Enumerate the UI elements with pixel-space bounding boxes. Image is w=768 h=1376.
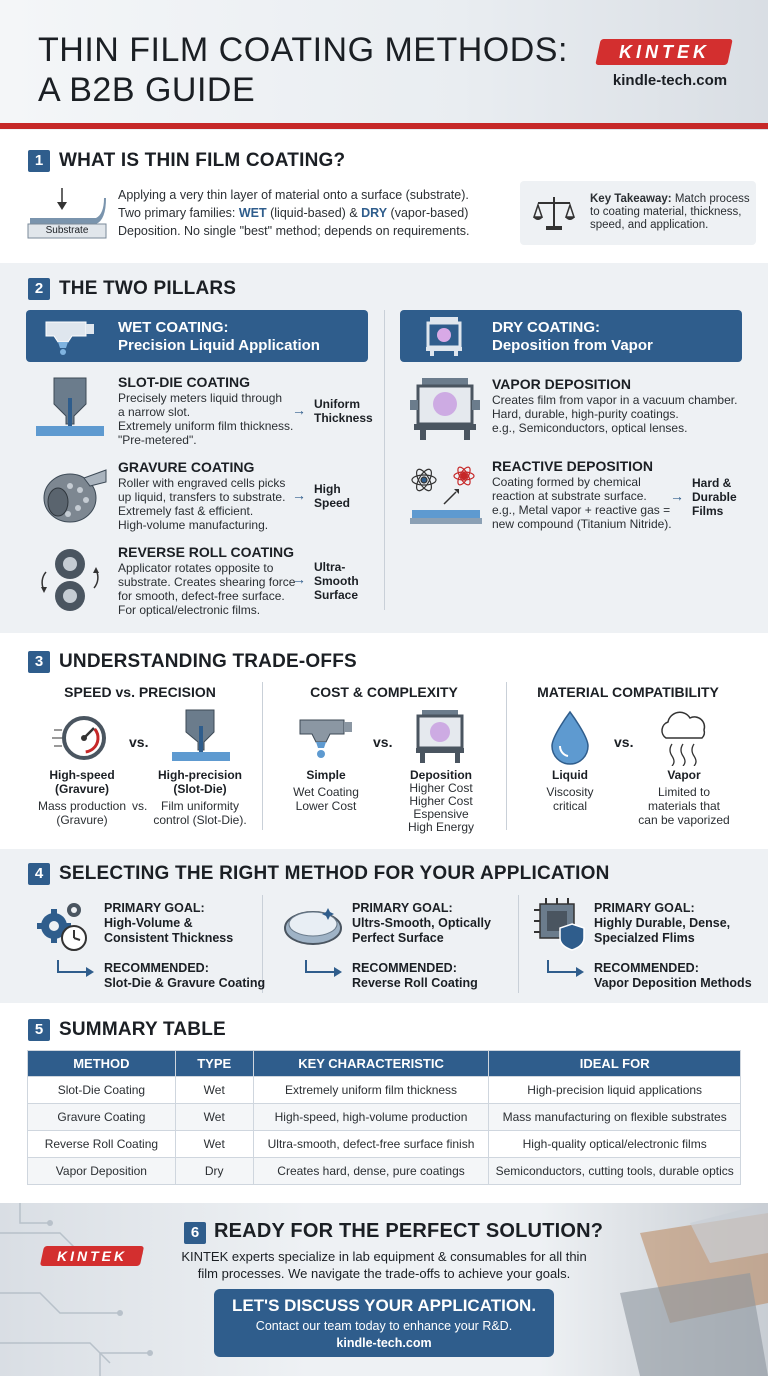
- slot-die-small-icon: [170, 708, 232, 764]
- speed-vs-label: vs.: [129, 734, 149, 750]
- desc-l2-mid: (liquid-based) &: [266, 206, 362, 220]
- section-6-body-l1: KINTEK experts specialize in lab equipment & consumables for all thin: [181, 1249, 587, 1264]
- vapor-deposition-block: [492, 376, 752, 435]
- gears-clock-icon: [34, 898, 94, 954]
- table-cell: High-speed, high-volume production: [253, 1104, 489, 1131]
- desc-line-1: Applying a very thin layer of material onto a surface (substrate).: [118, 188, 469, 202]
- table-cell: Semiconductors, cutting tools, durable optics: [489, 1158, 741, 1185]
- reverse-roll-l1: Applicator rotates opposite to: [118, 561, 274, 575]
- simple-d2: Lower Cost: [295, 799, 357, 813]
- cta-website-link[interactable]: kindle-tech.com: [336, 1336, 432, 1350]
- section-6-body: [170, 1248, 598, 1282]
- reverse-roll-block: [118, 544, 298, 617]
- material-compatibility-title: MATERIAL COMPATIBILITY: [537, 684, 719, 700]
- mass-production-desc: [34, 799, 130, 827]
- page-title: [38, 30, 568, 110]
- header-divider: [0, 123, 768, 129]
- slot-die-outcome: [314, 397, 373, 425]
- dry-header-text: [492, 319, 653, 355]
- simple-applicator-icon: [296, 714, 356, 764]
- table-cell: Mass manufacturing on flexible substrates: [489, 1104, 741, 1131]
- gravure-desc: [118, 476, 298, 532]
- balance-scale-icon: [532, 193, 576, 233]
- reverse-roll-outcome: [314, 560, 359, 602]
- reactive-l1: Coating formed by chemical: [492, 475, 641, 489]
- high-precision-l2: (Slot-Die): [173, 782, 227, 796]
- gravure-l4: High-volume manufacturing.: [118, 518, 269, 532]
- card-1-return-arrow-icon: [56, 958, 96, 982]
- card-2-goal: [352, 901, 491, 946]
- table-row: [28, 1158, 741, 1185]
- reactive-out3: Films: [692, 504, 724, 518]
- cost-complexity-title: COST & COMPLEXITY: [310, 684, 458, 700]
- table-row: [28, 1077, 741, 1104]
- card-2-rec-label: RECOMMENDED:: [352, 961, 457, 975]
- table-cell: Dry: [175, 1158, 253, 1185]
- reactive-deposition-block: [492, 458, 692, 531]
- reverse-roll-out3: Surface: [314, 588, 359, 602]
- takeaway-line-1: Match process: [671, 193, 750, 205]
- section-3-number: 3: [28, 651, 50, 673]
- vapor-deposition-title: VAPOR DEPOSITION: [492, 376, 631, 392]
- circuit-pattern-decoration: [0, 1203, 190, 1376]
- slot-die-out2: Thickness: [314, 411, 373, 425]
- section-6-number: 6: [184, 1222, 206, 1244]
- gravure-out1: High: [314, 482, 341, 496]
- deposition-d3: Espensive: [413, 807, 469, 821]
- section-2-title: THE TWO PILLARS: [59, 278, 237, 299]
- cta-subtitle: Contact our team today to enhance your R&D.: [255, 1319, 513, 1333]
- card-1-goal-l2: Consistent Thickness: [104, 931, 234, 945]
- reverse-roll-out1: Ultra-: [314, 560, 346, 574]
- tradeoff-divider-1: [262, 682, 263, 830]
- vacuum-chamber-icon: [422, 315, 466, 357]
- section-6-title: READY FOR THE PERFECT SOLUTION?: [214, 1220, 604, 1242]
- section-4-title: SELECTING THE RIGHT METHOD FOR YOUR APPLICATION: [59, 863, 610, 884]
- slot-die-title: SLOT-DIE COATING: [118, 374, 250, 390]
- card-3-goal-l2: Specialzed Flims: [594, 931, 695, 945]
- column-header-type: TYPE: [175, 1051, 253, 1077]
- gravure-title: GRAVURE COATING: [118, 459, 255, 475]
- reactive-out1: Hard &: [692, 476, 732, 490]
- pillars-divider: [384, 310, 385, 610]
- high-speed-l1: High-speed: [49, 768, 115, 782]
- card-2-return-arrow-icon: [304, 958, 344, 982]
- reactive-l2: reaction at substrate surface.: [492, 489, 647, 503]
- deposition-d2: Higher Cost: [409, 794, 473, 808]
- high-speed-l2: (Gravure): [54, 782, 110, 796]
- key-takeaway-box: [520, 181, 756, 245]
- reverse-roll-title: REVERSE ROLL COATING: [118, 544, 295, 560]
- reactive-deposition-icon: [408, 462, 484, 528]
- section-1-description: [118, 186, 469, 240]
- card-1-rec-value: Slot-Die & Gravure Coating: [104, 976, 266, 990]
- section-1-title: WHAT IS THIN FILM COATING?: [59, 150, 346, 171]
- table-row: [28, 1131, 741, 1158]
- mass-prod-l2: (Gravure): [56, 813, 108, 827]
- desc-l2-pre: Two primary families:: [118, 206, 239, 220]
- column-header-key-characteristic: KEY CHARACTERISTIC: [253, 1051, 489, 1077]
- card-3-return-arrow-icon: [546, 958, 586, 982]
- deposition-d4: High Energy: [407, 820, 475, 834]
- slot-die-arrow-icon: →: [292, 402, 306, 418]
- material-vs-label: vs.: [614, 734, 634, 750]
- reactive-l3: e.g., Metal vapor + reactive gas =: [492, 503, 671, 517]
- title-line-2: A B2B GUIDE: [38, 71, 256, 109]
- liquid-label: Liquid: [552, 768, 588, 782]
- simple-d1: Wet Coating: [293, 785, 359, 799]
- chip-shield-icon: [532, 896, 588, 952]
- card-3-recommended: [594, 961, 752, 991]
- liquid-drop-icon: [548, 710, 592, 766]
- slot-die-block: [118, 374, 298, 447]
- reverse-roll-l3: for smooth, defect-free surface.: [118, 589, 285, 603]
- card-1-recommended: [104, 961, 265, 991]
- reverse-roll-arrow-icon: →: [292, 571, 306, 587]
- section-5-number: 5: [28, 1019, 50, 1041]
- dry-coating-header: [400, 310, 742, 362]
- card-1-goal: [104, 901, 233, 946]
- table-cell: High-precision liquid applications: [489, 1077, 741, 1104]
- reactive-deposition-desc: [492, 475, 692, 531]
- kintek-logo[interactable]: [595, 39, 733, 65]
- selection-divider-2: [518, 895, 519, 993]
- card-3-rec-value: Vapor Deposition Methods: [594, 976, 752, 990]
- desc-wet-keyword: WET: [238, 206, 267, 220]
- summary-table: [27, 1050, 741, 1185]
- cost-vs-label: vs.: [373, 734, 393, 750]
- vapor-l2: Hard, durable, high-purity coatings.: [492, 407, 679, 421]
- gravure-outcome: [314, 482, 350, 510]
- table-cell: Slot-Die Coating: [28, 1077, 176, 1104]
- contact-cta-button[interactable]: [214, 1289, 554, 1357]
- reverse-roll-l4: For optical/electronic films.: [118, 603, 261, 617]
- section-3-title: UNDERSTANDING TRADE-OFFS: [59, 651, 357, 672]
- vapor-cloud-icon: [654, 710, 712, 766]
- column-header-ideal-for: IDEAL FOR: [489, 1051, 741, 1077]
- uniformity-l1: Film uniformity: [160, 799, 239, 813]
- card-3-goal-l1: Highly Durable, Dense,: [594, 916, 731, 930]
- deposition-d1: Higher Cost: [409, 781, 473, 795]
- reactive-out2: Durable: [692, 490, 737, 504]
- uniformity-l2: control (Slot-Die).: [153, 813, 247, 827]
- vapor-l3: e.g., Semiconductors, optical lenses.: [492, 421, 688, 435]
- substrate-label: Substrate: [45, 225, 89, 236]
- card-1-goal-label: PRIMARY GOAL:: [104, 901, 205, 915]
- reactive-outcome: [692, 476, 737, 518]
- gravure-l2: up liquid, transfers to substrate.: [118, 490, 286, 504]
- reverse-roll-l2: substrate. Creates shearing force: [118, 575, 296, 589]
- vapor-l1: Creates film from vapor in a vacuum chamber.: [492, 393, 738, 407]
- table-cell: Vapor Deposition: [28, 1158, 176, 1185]
- vapor-d1: Limited to: [657, 785, 711, 799]
- wet-header-text: [118, 319, 320, 355]
- vapor-deposition-chamber-icon: [408, 376, 482, 442]
- mass-prod-l1: Mass production: [37, 799, 127, 813]
- card-3-goal-label: PRIMARY GOAL:: [594, 901, 695, 915]
- reactive-deposition-title: REACTIVE DEPOSITION: [492, 458, 654, 474]
- vapor-d3: can be vaporized: [638, 813, 730, 827]
- card-1-goal-l1: High-Volume &: [104, 916, 193, 930]
- footer-kintek-logo[interactable]: [40, 1246, 144, 1266]
- material-samples-decoration: [600, 1203, 768, 1376]
- vapor-block: [632, 768, 736, 827]
- table-cell: Wet: [175, 1077, 253, 1104]
- takeaway-line-3: speed, and application.: [590, 219, 709, 231]
- section-6-body-l2: film processes. We navigate the trade-offs to achieve your goals.: [197, 1266, 571, 1281]
- title-line-1: THIN FILM COATING METHODS:: [38, 31, 568, 69]
- footer-logo-text: KINTEK: [56, 1248, 128, 1264]
- wet-coating-header: [26, 310, 368, 362]
- wet-title-2: Precision Liquid Application: [118, 337, 320, 354]
- slot-die-l2: a narrow slot.: [118, 405, 191, 419]
- liquid-block: [530, 768, 610, 813]
- card-2-recommended: [352, 961, 478, 991]
- card-2-goal-l2: Perfect Surface: [352, 931, 444, 945]
- takeaway-label: Key Takeaway:: [590, 193, 672, 205]
- table-cell: High-quality optical/electronic films: [489, 1131, 741, 1158]
- speed-precision-title: SPEED vs. PRECISION: [64, 684, 216, 700]
- gravure-arrow-icon: →: [292, 487, 306, 503]
- deposition-label: Deposition: [410, 768, 472, 782]
- simple-block: [286, 768, 366, 813]
- card-2-rec-value: Reverse Roll Coating: [352, 976, 478, 990]
- desc-line-3: Deposition. No single "best" method; depends on requirements.: [118, 224, 470, 238]
- high-precision-label: [150, 768, 250, 796]
- gravure-out2: Speed: [314, 496, 351, 510]
- deposition-chamber-small-icon: [412, 708, 468, 766]
- dry-title-1: DRY COATING:: [492, 319, 601, 336]
- simple-label: Simple: [306, 768, 346, 782]
- table-cell: Creates hard, dense, pure coatings: [253, 1158, 489, 1185]
- uniformity-desc: [150, 799, 250, 827]
- speedometer-icon: [52, 712, 112, 764]
- wet-title-1: WET COATING:: [118, 319, 229, 336]
- section-4-number: 4: [28, 863, 50, 885]
- reactive-arrow-icon: →: [670, 488, 684, 504]
- optical-lens-icon: [282, 902, 344, 948]
- header-website-link[interactable]: kindle-tech.com: [612, 72, 728, 89]
- liquid-d2: critical: [552, 799, 587, 813]
- table-cell: Ultra-smooth, defect-free surface finish: [253, 1131, 489, 1158]
- logo-text: KINTEK: [618, 42, 710, 62]
- vapor-label: Vapor: [667, 768, 701, 782]
- card-3-goal: [594, 901, 730, 946]
- slot-die-l4: "Pre-metered".: [118, 433, 197, 447]
- vapor-deposition-desc: [492, 393, 752, 435]
- table-cell: Extremely uniform film thickness: [253, 1077, 489, 1104]
- section-2-number: 2: [28, 278, 50, 300]
- reverse-roll-out2: Smooth: [314, 574, 359, 588]
- card-2-goal-label: PRIMARY GOAL:: [352, 901, 453, 915]
- slot-die-l1: Precisely meters liquid through: [118, 391, 283, 405]
- slot-die-desc: [118, 391, 298, 447]
- reverse-roll-icon: [34, 546, 106, 616]
- slot-die-icon: [34, 376, 106, 438]
- desc-line-2: [118, 204, 469, 222]
- table-cell: Wet: [175, 1104, 253, 1131]
- gravure-roller-icon: [40, 460, 110, 526]
- takeaway-line-2: to coating material, thickness,: [590, 206, 742, 218]
- vapor-d2: materials that: [647, 799, 721, 813]
- dry-title-2: Deposition from Vapor: [492, 337, 653, 354]
- desc-l2-post: (vapor-based): [387, 206, 469, 220]
- section-1-number: 1: [28, 150, 50, 172]
- reverse-roll-desc: [118, 561, 298, 617]
- desc-dry-keyword: DRY: [361, 206, 388, 220]
- tradeoff-divider-2: [506, 682, 507, 830]
- card-1-rec-label: RECOMMENDED:: [104, 961, 209, 975]
- speed-desc-vs: vs.: [132, 799, 148, 813]
- table-cell: Wet: [175, 1131, 253, 1158]
- column-header-method: METHOD: [28, 1051, 176, 1077]
- section-5-title: SUMMARY TABLE: [59, 1019, 226, 1040]
- table-cell: Gravure Coating: [28, 1104, 176, 1131]
- table-cell: Reverse Roll Coating: [28, 1131, 176, 1158]
- deposition-block: [398, 768, 484, 834]
- reactive-l4: new compound (Titanium Nitride).: [492, 517, 672, 531]
- key-takeaway-text: [590, 193, 750, 232]
- table-header-row: [28, 1051, 741, 1077]
- high-precision-l1: High-precision: [157, 768, 242, 782]
- wet-applicator-icon: [40, 316, 96, 356]
- gravure-block: [118, 459, 298, 532]
- cta-title: LET'S DISCUSS YOUR APPLICATION.: [231, 1296, 537, 1315]
- slot-die-l3: Extremely uniform film thickness.: [118, 419, 294, 433]
- table-row: [28, 1104, 741, 1131]
- high-speed-label: [40, 768, 124, 796]
- slot-die-out1: Uniform: [314, 397, 360, 411]
- gravure-l3: Extremely fast & efficient.: [118, 504, 254, 518]
- liquid-d1: Viscosity: [546, 785, 594, 799]
- card-3-rec-label: RECOMMENDED:: [594, 961, 699, 975]
- gravure-l1: Roller with engraved cells picks: [118, 476, 286, 490]
- card-2-goal-l1: Ultrs-Smooth, Optically: [352, 916, 491, 930]
